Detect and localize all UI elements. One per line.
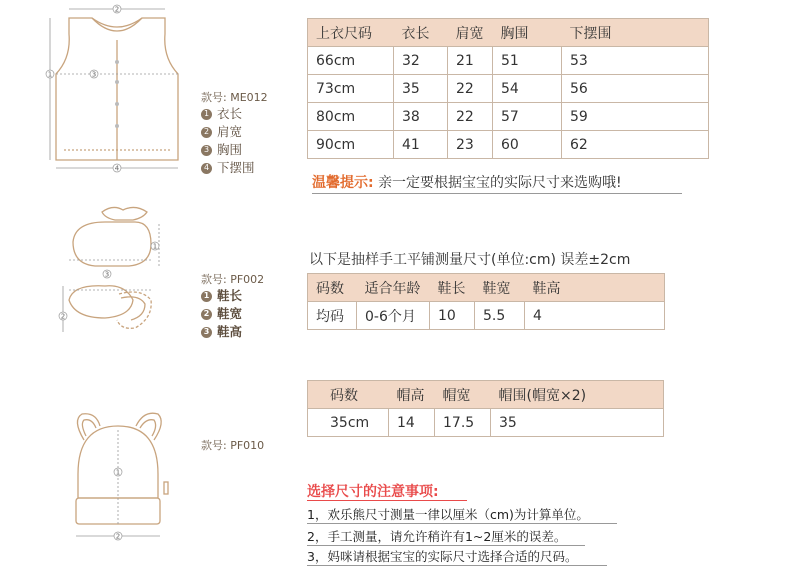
table-cell: 5.5	[475, 302, 525, 330]
legend-label: 鞋宽	[217, 306, 243, 321]
vest-model-number: 款号: ME012	[201, 91, 268, 104]
table-cell: 35	[491, 409, 664, 437]
header-cell: 码数	[308, 274, 357, 302]
table-header-row	[308, 19, 709, 47]
table-header-row	[308, 274, 665, 302]
header-cell: 帽高	[389, 381, 435, 409]
header-cell: 帽宽	[435, 381, 491, 409]
header-cell: 帽围(帽宽×2)	[491, 381, 664, 409]
table-row	[308, 302, 665, 330]
vest-dim-label: 2	[114, 5, 120, 14]
header-cell: 上衣尺码	[308, 19, 394, 47]
legend-label: 衣长	[217, 106, 243, 121]
warm-tip	[312, 172, 622, 192]
notes-title-underline	[307, 500, 467, 501]
table-header-row	[308, 381, 664, 409]
header-cell: 胸围	[493, 19, 562, 47]
table-row	[308, 409, 664, 437]
note-underline	[307, 565, 607, 566]
table-cell: 53	[562, 47, 709, 75]
note-underline	[307, 545, 585, 546]
shoe-dim-label: 1	[152, 242, 158, 251]
table-cell: 51	[493, 47, 562, 75]
table-cell: 59	[562, 103, 709, 131]
table-cell: 54	[493, 75, 562, 103]
legend-label: 胸围	[217, 142, 243, 157]
vest-size-table	[307, 18, 709, 159]
shoe-dim-label: 3	[104, 270, 110, 279]
legend-label: 鞋高	[217, 324, 243, 339]
note-item: 1，欢乐熊尺寸测量一律以厘米（cm)为计算单位。	[307, 507, 589, 522]
table-cell: 38	[394, 103, 448, 131]
header-cell: 码数	[308, 381, 389, 409]
header-cell: 鞋长	[430, 274, 475, 302]
table-cell: 66cm	[308, 47, 394, 75]
measurement-intro: 以下是抽样手工平铺测量尺寸(单位:cm) 误差±2cm	[309, 252, 631, 268]
table-cell: 10	[430, 302, 475, 330]
header-cell: 衣长	[394, 19, 448, 47]
table-cell: 14	[389, 409, 435, 437]
hat-dim-label: 2	[115, 532, 121, 541]
hat-model-number: 款号: PF010	[201, 439, 265, 452]
table-cell: 17.5	[435, 409, 491, 437]
table-row	[308, 75, 709, 103]
legend-item: 2 肩宽	[201, 123, 255, 141]
shoe-dim-label: 2	[60, 312, 66, 321]
table-cell: 22	[448, 103, 493, 131]
legend-item: 2 鞋宽	[201, 305, 242, 323]
shoe-size-table	[307, 273, 665, 330]
vest-dim-label: 1	[47, 70, 53, 79]
note-underline	[307, 523, 617, 524]
vest-legend	[201, 105, 255, 177]
header-cell: 肩宽	[448, 19, 493, 47]
shoe-model-number: 款号: PF002	[201, 273, 265, 286]
table-cell: 23	[448, 131, 493, 159]
legend-label: 鞋长	[217, 288, 243, 303]
table-cell: 90cm	[308, 131, 394, 159]
table-cell: 73cm	[308, 75, 394, 103]
table-cell: 21	[448, 47, 493, 75]
note-item: 3，妈咪请根据宝宝的实际尺寸选择合适的尺码。	[307, 549, 578, 564]
table-cell: 35cm	[308, 409, 389, 437]
legend-label: 下摆围	[217, 160, 255, 175]
header-cell: 鞋高	[525, 274, 665, 302]
table-cell: 35	[394, 75, 448, 103]
table-cell: 62	[562, 131, 709, 159]
vest-dim-label: 3	[91, 70, 97, 79]
table-cell: 32	[394, 47, 448, 75]
shoe-legend	[201, 287, 242, 341]
table-row	[308, 47, 709, 75]
tip-label: 温馨提示:	[312, 175, 374, 191]
table-cell: 22	[448, 75, 493, 103]
legend-item: 1 鞋长	[201, 287, 242, 305]
hat-dim-label: 1	[115, 468, 121, 477]
hat-diagram	[68, 402, 178, 547]
table-cell: 60	[493, 131, 562, 159]
legend-item: 3 胸围	[201, 141, 255, 159]
table-cell: 80cm	[308, 103, 394, 131]
legend-item: 1 衣长	[201, 105, 255, 123]
notes-title: 选择尺寸的注意事项:	[307, 484, 439, 500]
note-item: 2，手工测量，请允许稍许有1~2厘米的误差。	[307, 529, 567, 544]
table-cell: 56	[562, 75, 709, 103]
header-cell: 鞋宽	[475, 274, 525, 302]
table-row	[308, 103, 709, 131]
legend-item: 4 下摆围	[201, 159, 255, 177]
legend-item: 3 鞋高	[201, 323, 242, 341]
hat-size-table	[307, 380, 664, 437]
table-cell: 均码	[308, 302, 357, 330]
tip-text: 亲一定要根据宝宝的实际尺寸来选购哦!	[378, 175, 622, 191]
vest-dim-label: 4	[114, 164, 120, 173]
table-cell: 4	[525, 302, 665, 330]
header-cell: 适合年龄	[357, 274, 430, 302]
shoe-diagram	[55, 200, 175, 350]
table-cell: 57	[493, 103, 562, 131]
header-cell: 下摆围	[562, 19, 709, 47]
table-row	[308, 131, 709, 159]
vest-diagram	[42, 0, 192, 180]
legend-label: 肩宽	[217, 124, 243, 139]
tip-underline	[312, 193, 682, 194]
table-cell: 0-6个月	[357, 302, 430, 330]
table-cell: 41	[394, 131, 448, 159]
